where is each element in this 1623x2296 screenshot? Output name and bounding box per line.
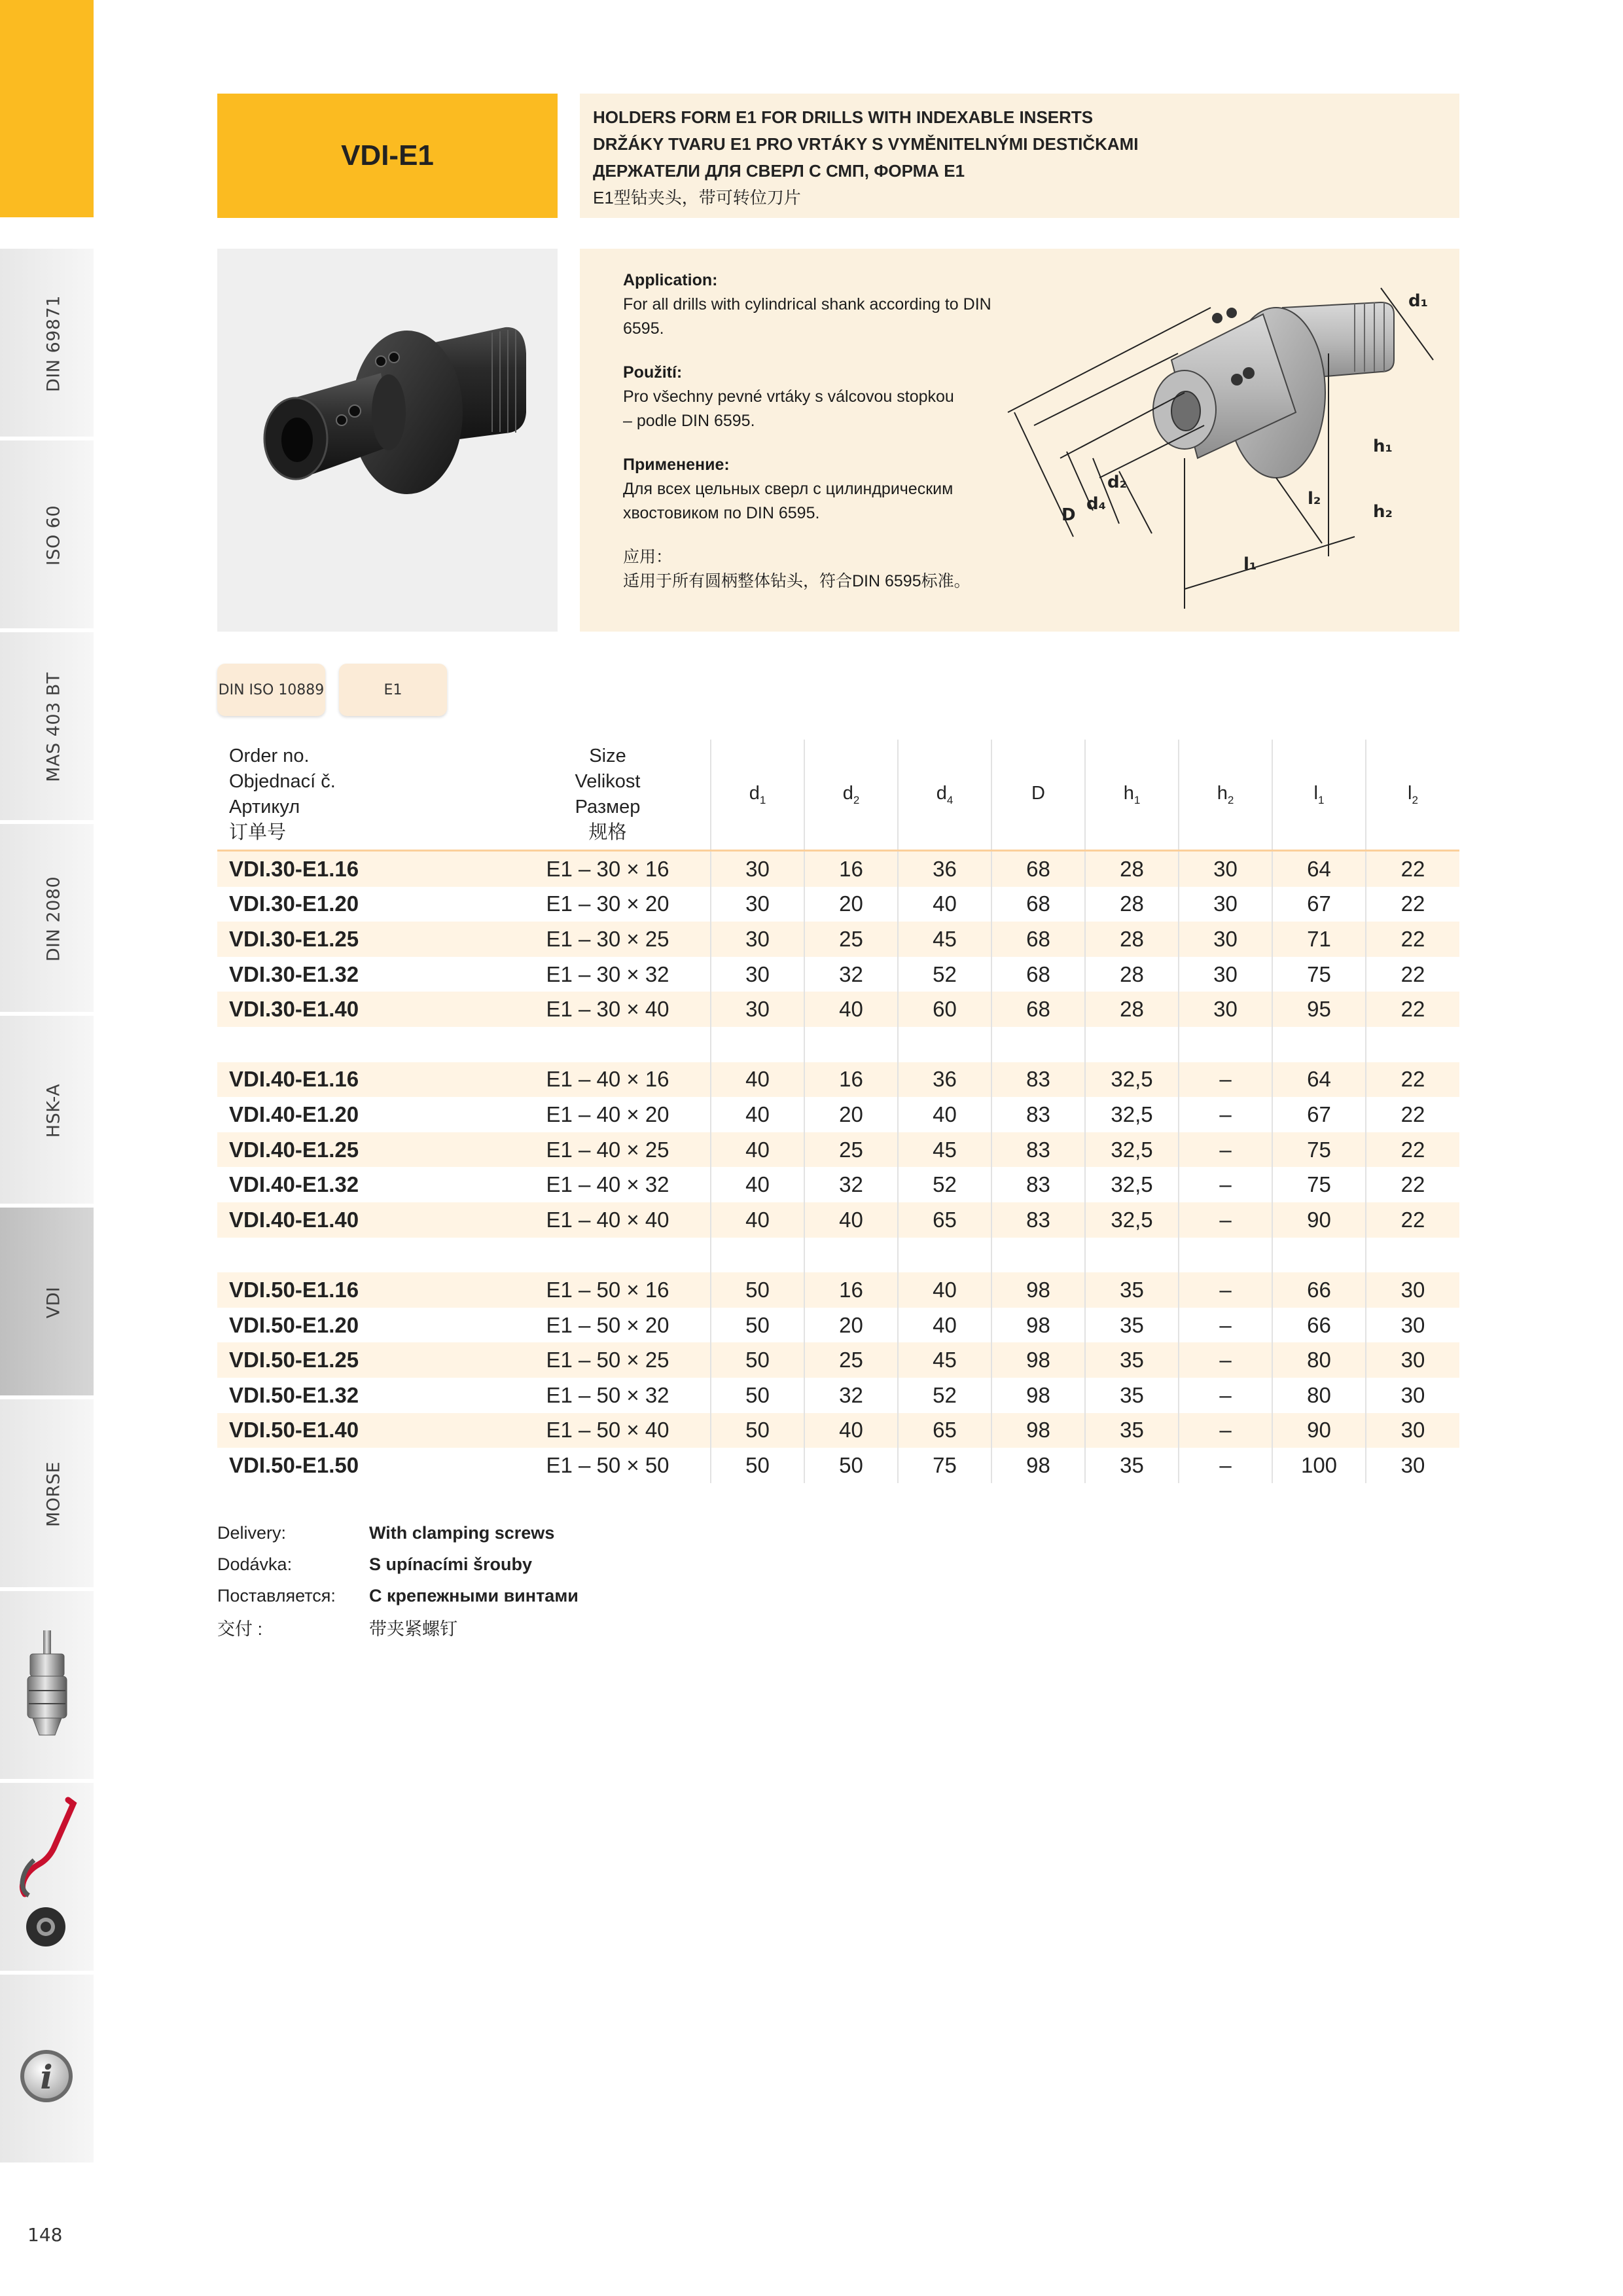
- dimension-cell: –: [1179, 1167, 1272, 1202]
- header-d1: $d_1$: [711, 740, 804, 851]
- order-number-cell: VDI.40-E1.40: [217, 1202, 505, 1238]
- table-row: [217, 1202, 1459, 1238]
- order-number-cell: VDI.50-E1.16: [217, 1272, 505, 1308]
- dimension-cell: 66: [1272, 1272, 1366, 1308]
- delivery-info: [217, 1517, 579, 1643]
- subtitle-cz: DRŽÁKY TVARU E1 PRO VRTÁKY S VYMĚNITELNÝMI DESTIČKAMI: [593, 134, 1139, 154]
- dimension-cell: 25: [804, 1132, 898, 1168]
- dimension-cell: 28: [1085, 887, 1179, 922]
- dimension-cell: 83: [991, 1097, 1085, 1132]
- dimension-cell: 45: [898, 1132, 991, 1168]
- order-number-cell: VDI.50-E1.32: [229, 1382, 359, 1407]
- dimension-cell: 83: [991, 1202, 1085, 1238]
- dimension-cell: 100: [1272, 1448, 1366, 1483]
- header-l2: $l_2$: [1366, 740, 1459, 851]
- dimension-cell: 35: [1085, 1378, 1179, 1413]
- dimension-cell: 75: [1272, 957, 1366, 992]
- tool-holder-photo: [217, 249, 558, 632]
- dimension-cell: 25: [804, 1342, 898, 1378]
- dimension-cell: –: [1179, 1308, 1272, 1343]
- sidebar-tab-morse[interactable]: [0, 1399, 94, 1589]
- dimension-cell: 32,5: [1085, 1097, 1179, 1132]
- diagram-label-d4: d₄: [1086, 494, 1106, 514]
- dimension-cell: 75: [898, 1448, 991, 1483]
- sidebar-tab-iso-60[interactable]: [0, 440, 94, 630]
- dimension-cell: –: [1179, 1202, 1272, 1238]
- dimension-cell: 50: [711, 1413, 804, 1448]
- application-text-en: For all drills with cylindrical shank according to DIN 6595.: [623, 295, 991, 338]
- dimension-cell: 98: [991, 1308, 1085, 1343]
- group-spacer-row: [217, 1027, 1459, 1062]
- dimension-cell: –: [1179, 1097, 1272, 1132]
- dimension-cell: 22: [1366, 1097, 1459, 1132]
- dimension-drawing: [988, 262, 1446, 628]
- table-row: [217, 957, 1459, 992]
- dimension-cell: 52: [898, 957, 991, 992]
- delivery-row-cn: 交付 : 带夹紧螺钉: [217, 1619, 457, 1639]
- table-row: [217, 851, 1459, 887]
- dimension-cell: 30: [711, 992, 804, 1027]
- order-number-cell: VDI.40-E1.20: [229, 1102, 359, 1126]
- table-row: [217, 887, 1459, 922]
- dimension-cell: 30: [1366, 1413, 1459, 1448]
- dimension-cell: 30: [1366, 1272, 1459, 1308]
- size-cell: E1 – 50 × 50: [546, 1452, 669, 1477]
- dimension-cell: –: [1179, 1272, 1272, 1308]
- dimension-cell: 40: [804, 1413, 898, 1448]
- header-D: D: [991, 740, 1085, 851]
- dimension-cell: 22: [1366, 1132, 1459, 1168]
- dimension-cell: 68: [991, 992, 1085, 1027]
- dimension-cell: 32,5: [1085, 1062, 1179, 1098]
- dimension-cell: 40: [711, 1062, 804, 1098]
- dimension-cell: 80: [1272, 1378, 1366, 1413]
- delivery-row-en: Delivery: With clamping screws: [217, 1522, 555, 1543]
- dimension-cell: 67: [1272, 1097, 1366, 1132]
- dimension-cell: 28: [1085, 957, 1179, 992]
- dimension-cell: 30: [711, 851, 804, 887]
- dimension-cell: 75: [1272, 1132, 1366, 1168]
- size-cell: E1 – 50 × 32: [546, 1382, 669, 1407]
- table-row: [217, 922, 1459, 957]
- order-number-cell: VDI.50-E1.25: [217, 1342, 505, 1378]
- diagram-label-d1: d₁: [1408, 291, 1428, 311]
- table-row: [217, 1308, 1459, 1343]
- table-row: [217, 992, 1459, 1027]
- dimension-cell: 20: [804, 1097, 898, 1132]
- dimension-cell: 90: [1272, 1202, 1366, 1238]
- drill-chuck-icon: [21, 1630, 73, 1742]
- dimension-cell: 50: [711, 1272, 804, 1308]
- dimension-cell: 50: [804, 1448, 898, 1483]
- dimension-cell: 45: [898, 922, 991, 957]
- dimension-cell: 28: [1085, 851, 1179, 887]
- dimension-cell: 35: [1085, 1342, 1179, 1378]
- table-row: [217, 1132, 1459, 1168]
- dimension-cell: 83: [991, 1062, 1085, 1098]
- dimension-cell: 64: [1272, 851, 1366, 887]
- dimension-cell: 68: [991, 851, 1085, 887]
- dimension-cell: 40: [711, 1097, 804, 1132]
- dimension-cell: 35: [1085, 1308, 1179, 1343]
- dimension-cell: 16: [804, 1062, 898, 1098]
- table-row: [217, 1272, 1459, 1308]
- dimension-cell: 35: [1085, 1413, 1179, 1448]
- wrench-nut-icon: [14, 1796, 80, 1953]
- subtitle-en: HOLDERS FORM E1 FOR DRILLS WITH INDEXABLE INSERTS: [593, 107, 1094, 127]
- dimension-cell: 40: [711, 1202, 804, 1238]
- dimension-cell: 98: [991, 1448, 1085, 1483]
- dimension-cell: 52: [898, 1378, 991, 1413]
- sidebar-tab-label: HSK-A: [43, 1083, 64, 1138]
- dimension-cell: 80: [1272, 1342, 1366, 1378]
- dimension-cell: 68: [991, 887, 1085, 922]
- sidebar-tab-mas-403-bt[interactable]: [0, 632, 94, 822]
- dimension-cell: –: [1179, 1062, 1272, 1098]
- sidebar-tab-din-2080[interactable]: [0, 824, 94, 1014]
- size-cell: E1 – 40 × 25: [505, 1132, 711, 1168]
- dimension-cell: 35: [1085, 1272, 1179, 1308]
- dimension-cell: 40: [804, 1202, 898, 1238]
- dimension-cell: 95: [1272, 992, 1366, 1027]
- dimension-cell: 65: [898, 1202, 991, 1238]
- dimension-cell: 22: [1366, 1167, 1459, 1202]
- dimension-cell: –: [1179, 1132, 1272, 1168]
- dimension-cell: 98: [991, 1378, 1085, 1413]
- sidebar-tab-label: ISO 60: [43, 505, 64, 566]
- dimension-cell: 22: [1366, 992, 1459, 1027]
- table-row: [217, 1413, 1459, 1448]
- order-number-cell: VDI.40-E1.16: [217, 1062, 505, 1098]
- dimension-cell: 45: [898, 1342, 991, 1378]
- sidebar-accent-block: [0, 0, 94, 217]
- group-spacer-row: [217, 1238, 1459, 1273]
- size-cell: E1 – 30 × 16: [505, 851, 711, 887]
- product-photo-panel: [217, 249, 558, 632]
- size-cell: E1 – 50 × 40: [505, 1413, 711, 1448]
- diagram-label-h1: h₁: [1373, 437, 1393, 456]
- delivery-row-ru: Поставляется: С крепежными винтами: [217, 1585, 579, 1605]
- dimension-cell: 40: [898, 887, 991, 922]
- dimension-cell: 32,5: [1085, 1167, 1179, 1202]
- dimension-cell: 98: [991, 1342, 1085, 1378]
- product-table: [217, 740, 1459, 1483]
- table-header-row: [217, 740, 1459, 851]
- table-row: [217, 1167, 1459, 1202]
- dimension-cell: 30: [1179, 922, 1272, 957]
- header-order-no: Order no. Objednací č. Артикул 订单号: [217, 740, 505, 851]
- dimension-cell: 32: [804, 1378, 898, 1413]
- order-number-cell: VDI.50-E1.20: [229, 1312, 359, 1337]
- sidebar-tab-label: MORSE: [43, 1461, 64, 1528]
- dimension-cell: 32: [804, 957, 898, 992]
- order-number-cell: VDI.30-E1.32: [229, 961, 359, 986]
- dimension-cell: 68: [991, 957, 1085, 992]
- dimension-cell: 30: [711, 957, 804, 992]
- page-title: VDI-E1: [217, 94, 558, 218]
- header-l1: $l_1$: [1272, 740, 1366, 851]
- dimension-cell: 30: [1179, 887, 1272, 922]
- dimension-cell: 30: [711, 922, 804, 957]
- dimension-cell: 36: [898, 851, 991, 887]
- dimension-cell: 32: [804, 1167, 898, 1202]
- dimension-cell: 32,5: [1085, 1202, 1179, 1238]
- header-h2: $h_2$: [1179, 740, 1272, 851]
- dimension-cell: 30: [1179, 957, 1272, 992]
- header-d2: $d_2$: [804, 740, 898, 851]
- dimension-cell: 50: [711, 1308, 804, 1343]
- dimension-cell: 83: [991, 1167, 1085, 1202]
- dimension-cell: 32,5: [1085, 1132, 1179, 1168]
- dimension-cell: 30: [1366, 1378, 1459, 1413]
- order-number-cell: VDI.40-E1.32: [229, 1172, 359, 1197]
- diagram-label-h2: h₂: [1373, 502, 1393, 522]
- dimension-cell: 98: [991, 1272, 1085, 1308]
- page-number: 148: [27, 2224, 63, 2246]
- dimension-cell: 22: [1366, 1202, 1459, 1238]
- application-text-cz-2: – podle DIN 6595.: [623, 412, 755, 430]
- info-icon: [18, 2048, 75, 2104]
- sidebar-tab-drill-chucks[interactable]: [0, 1591, 94, 1781]
- sidebar-tab-label: VDI: [43, 1286, 64, 1319]
- subtitle-ru: ДЕРЖАТЕЛИ ДЛЯ СВЕРЛ С СМП, ФОРМА E1: [593, 161, 965, 181]
- dimension-cell: 22: [1366, 851, 1459, 887]
- size-cell: E1 – 30 × 25: [505, 922, 711, 957]
- dimension-cell: 22: [1366, 1062, 1459, 1098]
- dimension-cell: 40: [711, 1167, 804, 1202]
- application-text-cn: 适用于所有圆柄整体钻头，符合DIN 6595标准。: [623, 572, 971, 590]
- application-text-cz-1: Pro všechny pevné vrtáky s válcovou stopkou: [623, 387, 954, 406]
- sidebar-tab-vdi[interactable]: [0, 1208, 94, 1397]
- order-number-cell: VDI.50-E1.40: [217, 1413, 505, 1448]
- dimension-cell: 98: [991, 1413, 1085, 1448]
- size-cell: E1 – 50 × 16: [505, 1272, 711, 1308]
- order-number-cell: VDI.30-E1.16: [217, 851, 505, 887]
- order-number-cell: VDI.50-E1.50: [229, 1452, 359, 1477]
- header-d4: $d_4$: [898, 740, 991, 851]
- dimension-cell: 30: [1179, 992, 1272, 1027]
- order-number-cell: VDI.30-E1.25: [217, 922, 505, 957]
- application-text: [623, 268, 1029, 594]
- dimension-cell: –: [1179, 1342, 1272, 1378]
- dimension-cell: 71: [1272, 922, 1366, 957]
- sidebar-tab-din-69871[interactable]: [0, 249, 94, 439]
- size-cell: E1 – 50 × 25: [505, 1342, 711, 1378]
- dimension-cell: 28: [1085, 992, 1179, 1027]
- dimension-cell: 30: [1366, 1342, 1459, 1378]
- application-heading-cz: Použití:: [623, 363, 683, 382]
- header-size: Size Velikost Размер 规格: [505, 740, 711, 851]
- dimension-cell: 40: [711, 1132, 804, 1168]
- size-cell: E1 – 40 × 40: [505, 1202, 711, 1238]
- dimension-cell: 68: [991, 922, 1085, 957]
- diagram-label-l2: l₂: [1308, 489, 1321, 509]
- diagram-label-D: D: [1061, 505, 1076, 525]
- dimension-cell: –: [1179, 1448, 1272, 1483]
- dimension-cell: 16: [804, 1272, 898, 1308]
- dimension-cell: 83: [991, 1132, 1085, 1168]
- dimension-cell: 40: [898, 1272, 991, 1308]
- dimension-cell: 30: [711, 887, 804, 922]
- dimension-cell: 36: [898, 1062, 991, 1098]
- dimension-cell: 28: [1085, 922, 1179, 957]
- size-cell: E1 – 30 × 40: [505, 992, 711, 1027]
- application-heading-cn: 应用：: [623, 548, 673, 566]
- sidebar-tab-accessories[interactable]: [0, 1783, 94, 1973]
- table-row: [217, 1448, 1459, 1483]
- delivery-row-cz: Dodávka: S upínacími šrouby: [217, 1554, 533, 1574]
- diagram-label-l1: l₁: [1243, 554, 1257, 574]
- dimension-cell: 30: [1179, 851, 1272, 887]
- dimension-cell: 22: [1366, 887, 1459, 922]
- dimension-cell: 30: [1366, 1448, 1459, 1483]
- dimension-cell: 40: [898, 1097, 991, 1132]
- application-text-ru-1: Для всех цельных сверл с цилиндрическим: [623, 480, 954, 498]
- size-cell: E1 – 50 × 20: [546, 1312, 669, 1337]
- dimension-cell: 66: [1272, 1308, 1366, 1343]
- dimension-cell: 52: [898, 1167, 991, 1202]
- dimension-cell: 50: [711, 1378, 804, 1413]
- dimension-cell: 30: [1366, 1308, 1459, 1343]
- dimension-cell: 25: [804, 922, 898, 957]
- table-row: [217, 1062, 1459, 1098]
- sidebar-tab-label: DIN 69871: [43, 295, 64, 392]
- dimension-cell: 65: [898, 1413, 991, 1448]
- order-number-cell: VDI.40-E1.25: [217, 1132, 505, 1168]
- size-cell: E1 – 40 × 20: [546, 1102, 669, 1126]
- dimension-cell: 60: [898, 992, 991, 1027]
- application-text-ru-2: хвостовиком по DIN 6595.: [623, 504, 820, 522]
- table-row: [217, 1378, 1459, 1413]
- dimension-cell: 40: [804, 992, 898, 1027]
- application-heading-en: Application:: [623, 271, 718, 289]
- dimension-cell: –: [1179, 1413, 1272, 1448]
- dimension-cell: 20: [804, 1308, 898, 1343]
- diagram-label-d2: d₂: [1107, 473, 1127, 492]
- dimension-cell: 40: [898, 1308, 991, 1343]
- header-h1: $h_1$: [1085, 740, 1179, 851]
- subtitle-cn: E1型钻夹头，带可转位刀片: [593, 188, 801, 207]
- sidebar-tab-label: MAS 403 BT: [43, 672, 64, 782]
- dimension-cell: 16: [804, 851, 898, 887]
- dimension-cell: 22: [1366, 922, 1459, 957]
- dimension-cell: 50: [711, 1342, 804, 1378]
- order-number-cell: VDI.30-E1.20: [229, 891, 359, 916]
- dimension-cell: 75: [1272, 1167, 1366, 1202]
- size-cell: E1 – 30 × 20: [546, 891, 669, 916]
- sidebar-tab-info[interactable]: [0, 1975, 94, 2164]
- dimension-cell: 35: [1085, 1448, 1179, 1483]
- form-badge: E1: [339, 664, 447, 716]
- order-number-cell: VDI.30-E1.40: [217, 992, 505, 1027]
- sidebar-tab-label: DIN 2080: [43, 876, 64, 962]
- table-row: [217, 1097, 1459, 1132]
- dimension-cell: 22: [1366, 957, 1459, 992]
- table-row: [217, 1342, 1459, 1378]
- subtitle-block: [580, 94, 1459, 218]
- sidebar-tab-hsk-a[interactable]: [0, 1016, 94, 1206]
- dimension-cell: 90: [1272, 1413, 1366, 1448]
- application-heading-ru: Применение:: [623, 456, 730, 474]
- dimension-cell: 67: [1272, 887, 1366, 922]
- dimension-cell: –: [1179, 1378, 1272, 1413]
- dimension-cell: 20: [804, 887, 898, 922]
- dimension-cell: 64: [1272, 1062, 1366, 1098]
- size-cell: E1 – 40 × 32: [546, 1172, 669, 1197]
- dimension-cell: 50: [711, 1448, 804, 1483]
- size-cell: E1 – 40 × 16: [505, 1062, 711, 1098]
- svg-text:i: i: [40, 2058, 53, 2096]
- size-cell: E1 – 30 × 32: [546, 961, 669, 986]
- standard-badge: DIN ISO 10889: [217, 664, 325, 716]
